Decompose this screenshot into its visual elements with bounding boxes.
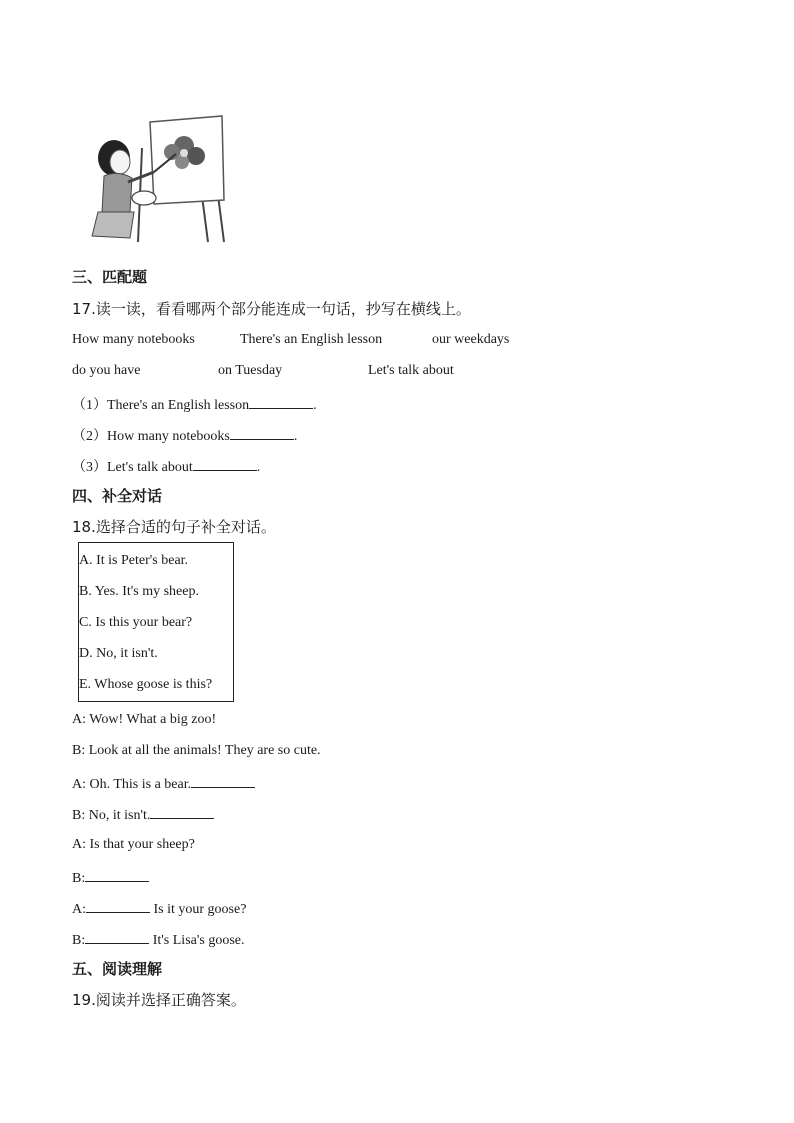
girl-painting-illustration bbox=[84, 108, 234, 248]
q17-item-text: There's an English lesson bbox=[107, 398, 250, 413]
answer-blank[interactable] bbox=[86, 898, 150, 913]
dialogue-text: A: Is that your sheep? bbox=[72, 837, 195, 852]
answer-blank[interactable] bbox=[230, 425, 294, 440]
question-17-prompt: 17.读一读，看看哪两个部分能连成一句话，抄写在横线上。 bbox=[72, 300, 471, 318]
dialogue-line-3 bbox=[72, 773, 255, 794]
answer-blank[interactable] bbox=[150, 804, 214, 819]
q17-item-end: . bbox=[256, 460, 261, 475]
answer-blank[interactable] bbox=[249, 394, 313, 409]
fragment-6: Let's talk about bbox=[368, 363, 454, 378]
dialogue-text-after: It's Lisa's goose. bbox=[149, 933, 245, 948]
fragment-3: our weekdays bbox=[432, 332, 510, 347]
option-a: A. It is Peter's bear. bbox=[79, 553, 189, 568]
q17-item-2 bbox=[72, 425, 297, 446]
fragment-5: on Tuesday bbox=[218, 363, 283, 378]
fragment-4: do you have bbox=[72, 363, 141, 378]
dialogue-line-4 bbox=[72, 804, 214, 825]
answer-blank[interactable] bbox=[193, 456, 257, 471]
option-e: E. Whose goose is this? bbox=[79, 677, 213, 692]
dialogue-line-5 bbox=[72, 836, 195, 854]
dialogue-text: A: Oh. This is a bear. bbox=[72, 777, 192, 792]
option-c: C. Is this your bear? bbox=[79, 615, 193, 630]
q17-item-number: （3） bbox=[72, 460, 107, 475]
dialogue-text-after: Is it your goose? bbox=[150, 902, 247, 917]
dialogue-text: B: No, it isn't. bbox=[72, 808, 151, 823]
option-b: B. Yes. It's my sheep. bbox=[79, 584, 199, 599]
fragment-1: How many notebooks bbox=[72, 332, 195, 347]
dialogue-line-1 bbox=[72, 711, 216, 729]
q17-item-text: Let's talk about bbox=[107, 460, 193, 475]
fragment-2: There's an English lesson bbox=[240, 332, 383, 347]
dialogue-line-7 bbox=[72, 898, 246, 919]
option-d: D. No, it isn't. bbox=[79, 646, 158, 661]
dialogue-line-8 bbox=[72, 929, 245, 950]
answer-blank[interactable] bbox=[191, 773, 255, 788]
q17-item-end: . bbox=[313, 398, 317, 413]
dialogue-line-6 bbox=[72, 867, 149, 888]
section-4-heading: 四、补全对话 bbox=[72, 487, 163, 505]
q17-item-end: . bbox=[293, 429, 298, 444]
q17-item-3 bbox=[72, 456, 260, 477]
q17-item-1 bbox=[72, 394, 317, 415]
answer-blank[interactable] bbox=[85, 929, 149, 944]
answer-blank[interactable] bbox=[85, 867, 149, 882]
dialogue-text: B: bbox=[72, 933, 86, 948]
section-3-heading: 三、匹配题 bbox=[72, 268, 148, 286]
q17-item-text: How many notebooks bbox=[107, 429, 230, 444]
dialogue-line-2 bbox=[72, 742, 321, 760]
dialogue-text: B: bbox=[72, 871, 86, 886]
options-box bbox=[78, 542, 234, 702]
dialogue-text: B: Look at all the animals! They are so cute. bbox=[72, 743, 321, 758]
question-18-prompt: 18.选择合适的句子补全对话。 bbox=[72, 518, 276, 536]
q17-item-number: （1） bbox=[72, 398, 107, 413]
section-5-heading: 五、阅读理解 bbox=[72, 960, 163, 978]
q17-item-number: （2） bbox=[72, 429, 107, 444]
dialogue-text: A: bbox=[72, 902, 86, 917]
question-19-prompt: 19.阅读并选择正确答案。 bbox=[72, 991, 246, 1009]
dialogue-text: A: Wow! What a big zoo! bbox=[72, 712, 217, 727]
